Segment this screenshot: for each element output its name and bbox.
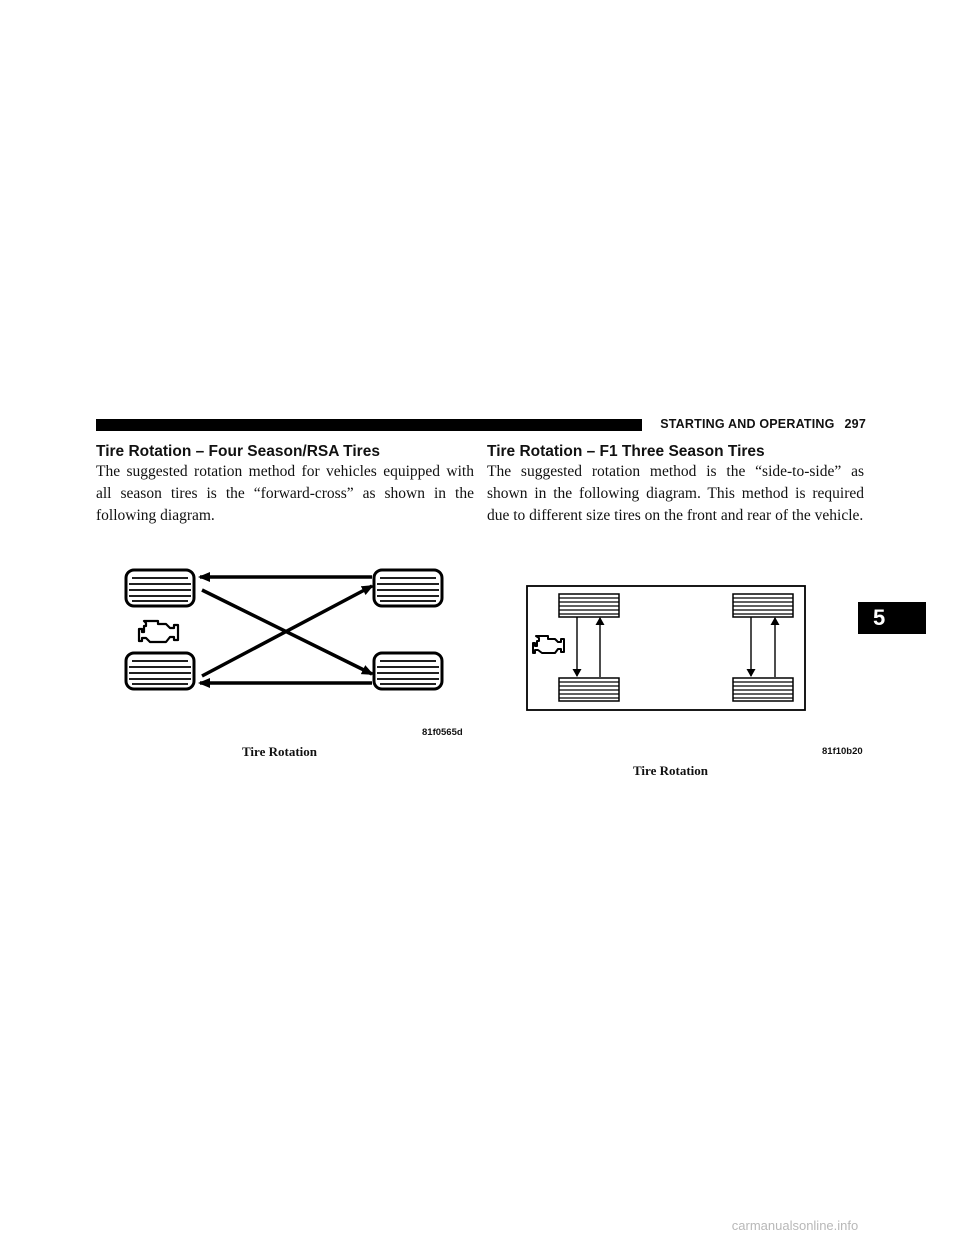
left-figure-code: 81f0565d [422,727,463,738]
page-number: 297 [844,417,866,431]
right-heading: Tire Rotation – F1 Three Season Tires [487,443,765,460]
side-to-side-diagram [526,585,806,711]
tire-icon [559,594,619,617]
tire-icon [733,594,793,617]
left-caption: Tire Rotation [242,744,317,759]
section-title: STARTING AND OPERATING [660,417,835,431]
header-rule [96,419,642,431]
right-figure-code: 81f10b20 [822,746,863,757]
engine-icon [139,621,178,642]
tire-icon [559,678,619,701]
tire-icon [733,678,793,701]
forward-cross-diagram [110,560,470,700]
left-body: The suggested rotation method for vehicles equipped with all season tires is the “forward-cross” as shown in the following diagram. [96,463,474,524]
right-body: The suggested rotation method is the “side-to-side” as shown in the following diagram. This method is required due to different size tires on the front and rear of the vehicle. [487,463,864,524]
watermark: carmanualsonline.info [731,1218,859,1233]
running-header [650,417,866,431]
tire-icon [126,653,194,689]
right-caption: Tire Rotation [633,763,708,778]
chapter-tab: 5 [858,602,926,634]
left-heading: Tire Rotation – Four Season/RSA Tires [96,443,380,460]
tire-icon [374,570,442,606]
tire-icon [374,653,442,689]
tire-icon [126,570,194,606]
